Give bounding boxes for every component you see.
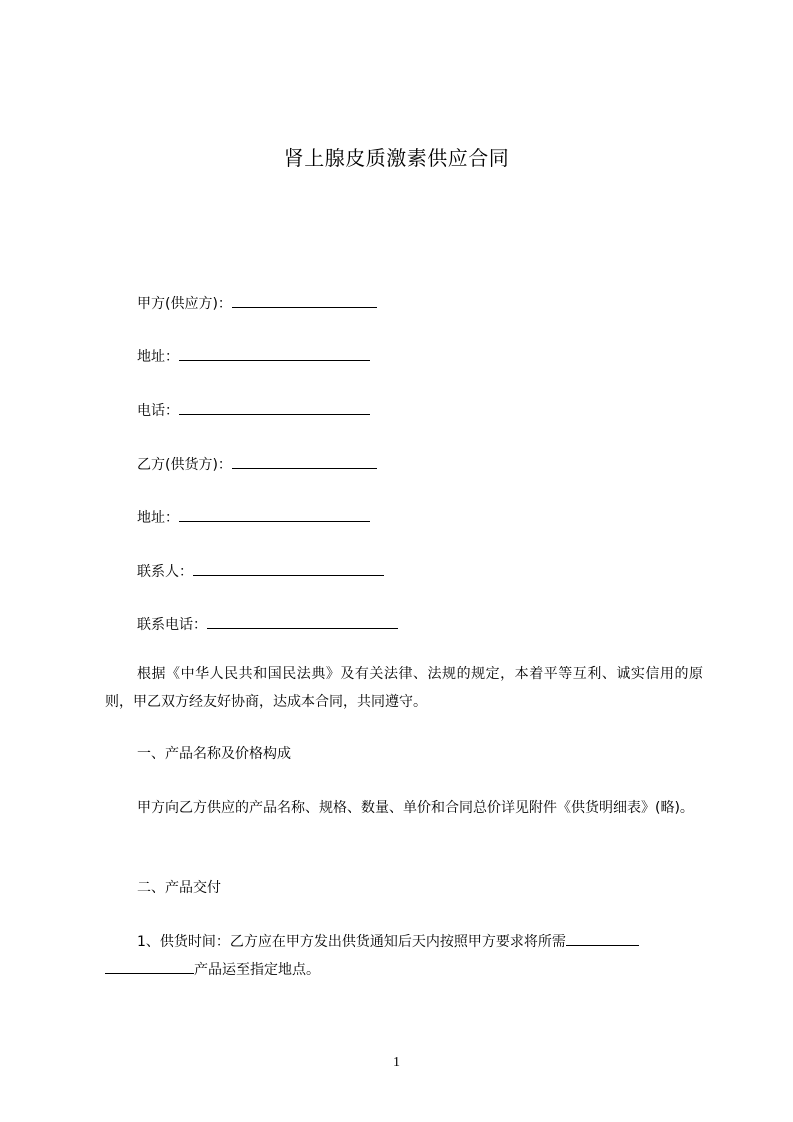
clause1-line2 [105, 956, 320, 984]
party-a-field [137, 292, 377, 314]
fill-in-blank[interactable] [179, 506, 370, 522]
clause-text: 产品运至指定地点。 [194, 962, 320, 978]
field-label: 地址： [137, 349, 179, 365]
fill-in-blank[interactable] [207, 613, 398, 629]
fill-in-blank[interactable] [179, 345, 370, 361]
field-label: 联系电话： [137, 617, 207, 633]
party-a-phone-field [137, 399, 370, 421]
fill-in-blank[interactable] [193, 560, 384, 576]
document-title: 肾上腺皮质激素供应合同 [283, 146, 510, 170]
fill-in-blank[interactable] [232, 292, 377, 308]
party-a-address-field [137, 345, 370, 367]
section-heading: 二、产品交付 [137, 880, 221, 896]
section-heading: 一、产品名称及价格构成 [137, 746, 291, 762]
clause-text: 1、供货时间：乙方应在甲方发出供货通知后天内按照甲方要求将所需 [137, 934, 566, 950]
field-label: 联系人： [137, 564, 193, 580]
field-label: 地址： [137, 510, 179, 526]
field-label: 乙方(供货方)： [137, 457, 232, 473]
contact-person-field [137, 560, 384, 582]
party-b-address-field [137, 506, 370, 528]
preamble-paragraph: 根据《中华人民共和国民法典》及有关法律、法规的规定，本着平等互利、诚实信用的原则，甲乙双方经友好协商，达成本合同，共同遵守。 [105, 666, 703, 710]
fill-in-blank[interactable] [232, 453, 377, 469]
clause1-line1 [137, 928, 639, 956]
page-number: 1 [393, 1055, 400, 1070]
section1-paragraph: 甲方向乙方供应的产品名称、规格、数量、单价和合同总价详见附件《供货明细表》(略)。 [137, 800, 694, 816]
contact-phone-field [137, 613, 398, 635]
field-label: 甲方(供应方)： [137, 296, 232, 312]
fill-in-blank[interactable] [566, 930, 639, 946]
fill-in-blank[interactable] [179, 399, 370, 415]
field-label: 电话： [137, 403, 179, 419]
fill-in-blank[interactable] [105, 958, 194, 974]
party-b-field [137, 453, 377, 475]
